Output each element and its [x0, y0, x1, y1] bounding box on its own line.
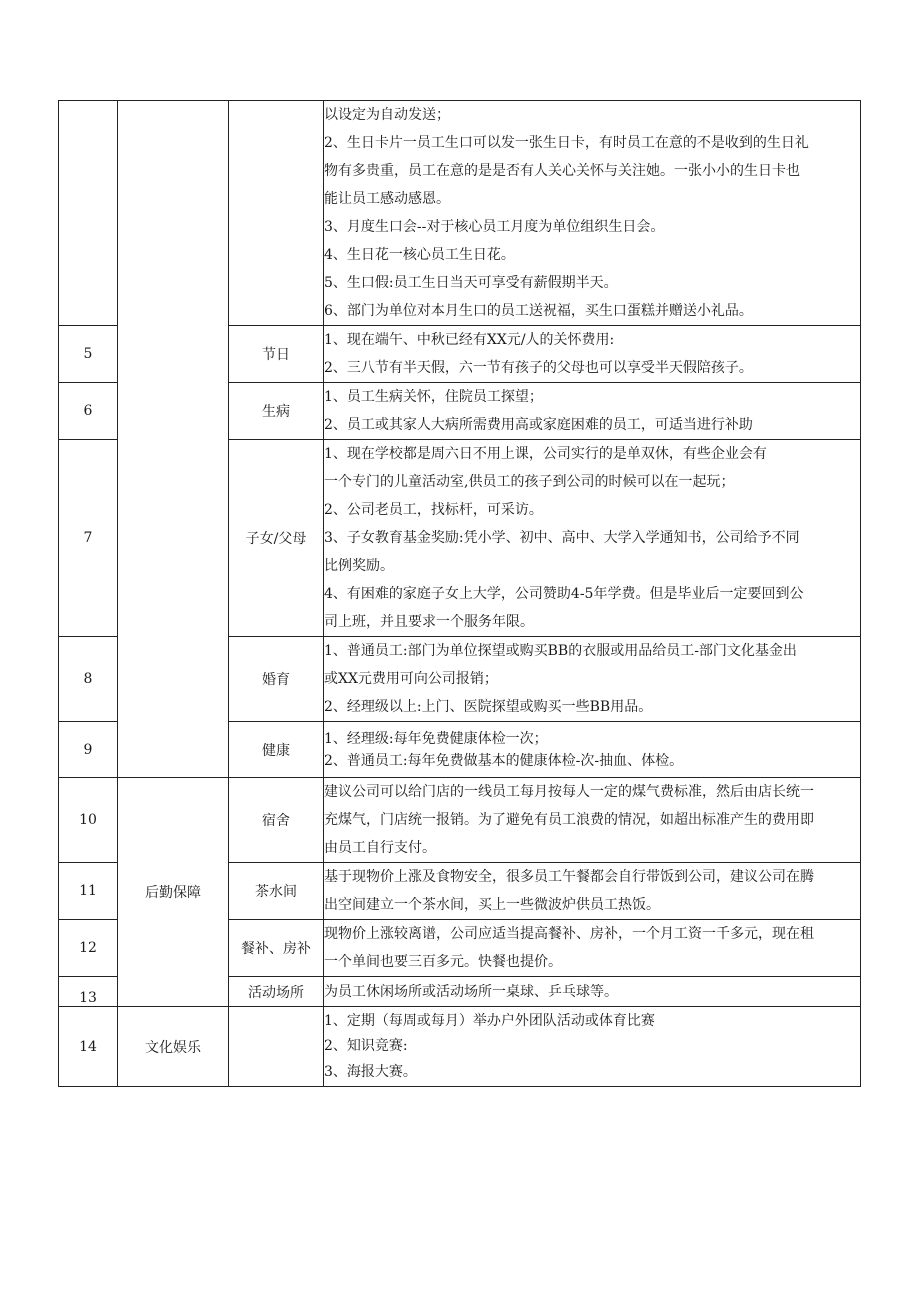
content-line: 以设定为自动发送；: [324, 107, 450, 123]
subcategory-cell: 茶水间: [229, 863, 324, 920]
subcategory-cell: [229, 1007, 324, 1087]
subcategory-cell: [229, 101, 324, 326]
table-row: [59, 101, 861, 326]
content-line: 2、经理级以上:上门、医院探望或购买一些BB用品。: [324, 699, 653, 715]
content-line: 由员工自行支付。: [324, 840, 436, 856]
row-number: 5: [59, 326, 118, 383]
content-line: 1、定期（每周或每月）举办户外团队活动或体育比赛: [324, 1012, 655, 1029]
content-line: 4、生日花一核心员工生日花。: [324, 247, 515, 263]
content-line: 4、有困难的家庭子女上大学，公司赞助4-5年学费。但是毕业后一定要回到公: [324, 586, 804, 602]
content-cell: [324, 920, 861, 977]
subcategory-cell: 生病: [229, 383, 324, 440]
content-line: 6、部门为单位对本月生口的员工送祝福，买生口蛋糕并赠送小礼品。: [324, 303, 753, 319]
content-line: 2、员工或其家人大病所需费用高或家庭困难的员工，可适当进行补助: [324, 417, 753, 433]
content-cell: [324, 440, 861, 637]
content-cell: [324, 977, 861, 1007]
subcategory-cell: 宿舍: [229, 778, 324, 863]
content-line: 1、经理级:每年免费健康体检一次；: [324, 730, 548, 747]
row-number: [59, 101, 118, 326]
content-cell: [324, 1007, 861, 1087]
row-number: 6: [59, 383, 118, 440]
content-line: 为员工休闲场所或活动场所一桌球、乒乓球等。: [324, 983, 618, 1000]
content-line: 2、公司老员工，找标杆，可采访。: [324, 502, 543, 518]
content-line: 能让员工感动感恩。: [324, 191, 450, 207]
content-line: 1、现在端午、中秋已经有XX元/人的关怀费用:: [324, 332, 615, 348]
subcategory-cell: 节日: [229, 326, 324, 383]
row-number: 12: [59, 920, 118, 977]
content-line: 或XX元费用可向公司报销；: [324, 671, 498, 687]
category-cell-logistics: 后勤保障: [118, 778, 229, 1007]
content-line: 一个专门的儿童活动室,供员工的孩子到公司的时候可以在一起玩；: [324, 474, 735, 490]
subcategory-cell: 活动场所: [229, 977, 324, 1007]
content-line: 现物价上涨较离谱，公司应适当提高餐补、房补，一个月工资一千多元，现在租: [324, 926, 814, 942]
content-line: 3、海报大赛。: [324, 1063, 417, 1080]
category-cell-entertainment: 文化娱乐: [118, 1007, 229, 1087]
content-line: 2、普通员工:每年免费做基本的健康体检-次-抽血、体检。: [324, 752, 684, 769]
content-cell: [324, 778, 861, 863]
subcategory-cell: 子女/父母: [229, 440, 324, 637]
content-cell: [324, 101, 861, 326]
row-number: 7: [59, 440, 118, 637]
content-line: 1、现在学校都是周六日不用上课，公司实行的是单双休，有些企业会有: [324, 446, 767, 462]
content-line: 建议公司可以给门店的一线员工每月按每人一定的煤气费标准，然后由店长统一: [324, 784, 814, 800]
content-cell: [324, 637, 861, 722]
content-line: 物有多贵重，员工在意的是是否有人关心关怀与关注她。一张小小的生日卡也: [324, 163, 800, 179]
welfare-table: [58, 100, 861, 1087]
content-line: 比例奖励。: [324, 558, 394, 574]
content-line: 1、员工生病关怀，住院员工探望；: [324, 389, 543, 405]
row-number: 11: [59, 863, 118, 920]
content-cell: [324, 326, 861, 383]
content-line: 充煤气，门店统一报销。为了避免有员工浪费的情况，如超出标准产生的费用即: [324, 812, 814, 828]
content-line: 2、知识竞赛:: [324, 1037, 408, 1054]
subcategory-cell: 健康: [229, 722, 324, 778]
content-line: 一个单间也要三百多元。快餐也提价。: [324, 954, 562, 970]
table-row: [59, 1007, 861, 1087]
row-number: 14: [59, 1007, 118, 1087]
subcategory-cell: 婚育: [229, 637, 324, 722]
content-line: 出空间建立一个茶水间，买上一些微波炉供员工热饭。: [324, 897, 660, 913]
content-line: 1、普通员工:部门为单位探望或购买BB的衣服或用品给员工-部门文化基金出: [324, 643, 797, 659]
row-number: 13: [59, 977, 118, 1007]
content-cell: [324, 383, 861, 440]
content-line: 5、生口假:员工生日当天可享受有薪假期半天。: [324, 275, 618, 291]
content-line: 3、月度生口会--对于核心员工月度为单位组织生日会。: [324, 219, 665, 235]
table-row: [59, 778, 861, 863]
subcategory-cell: 餐补、房补: [229, 920, 324, 977]
row-number: 8: [59, 637, 118, 722]
content-line: 2、生日卡片一员工生口可以发一张生日卡，有时员工在意的不是收到的生日礼: [324, 135, 809, 151]
content-cell: [324, 722, 861, 778]
content-line: 司上班，并且要求一个服务年限。: [324, 614, 534, 630]
content-line: 3、子女教育基金奖励:凭小学、初中、高中、大学入学通知书，公司给予不同: [324, 530, 800, 546]
row-number: 9: [59, 722, 118, 778]
content-cell: [324, 863, 861, 920]
category-cell-care: [118, 101, 229, 778]
content-line: 2、三八节有半天假，六一节有孩子的父母也可以享受半天假陪孩子。: [324, 360, 753, 376]
row-number: 10: [59, 778, 118, 863]
content-line: 基于现物价上涨及食物安全，很多员工午餐都会自行带饭到公司，建议公司在腾: [324, 869, 814, 885]
